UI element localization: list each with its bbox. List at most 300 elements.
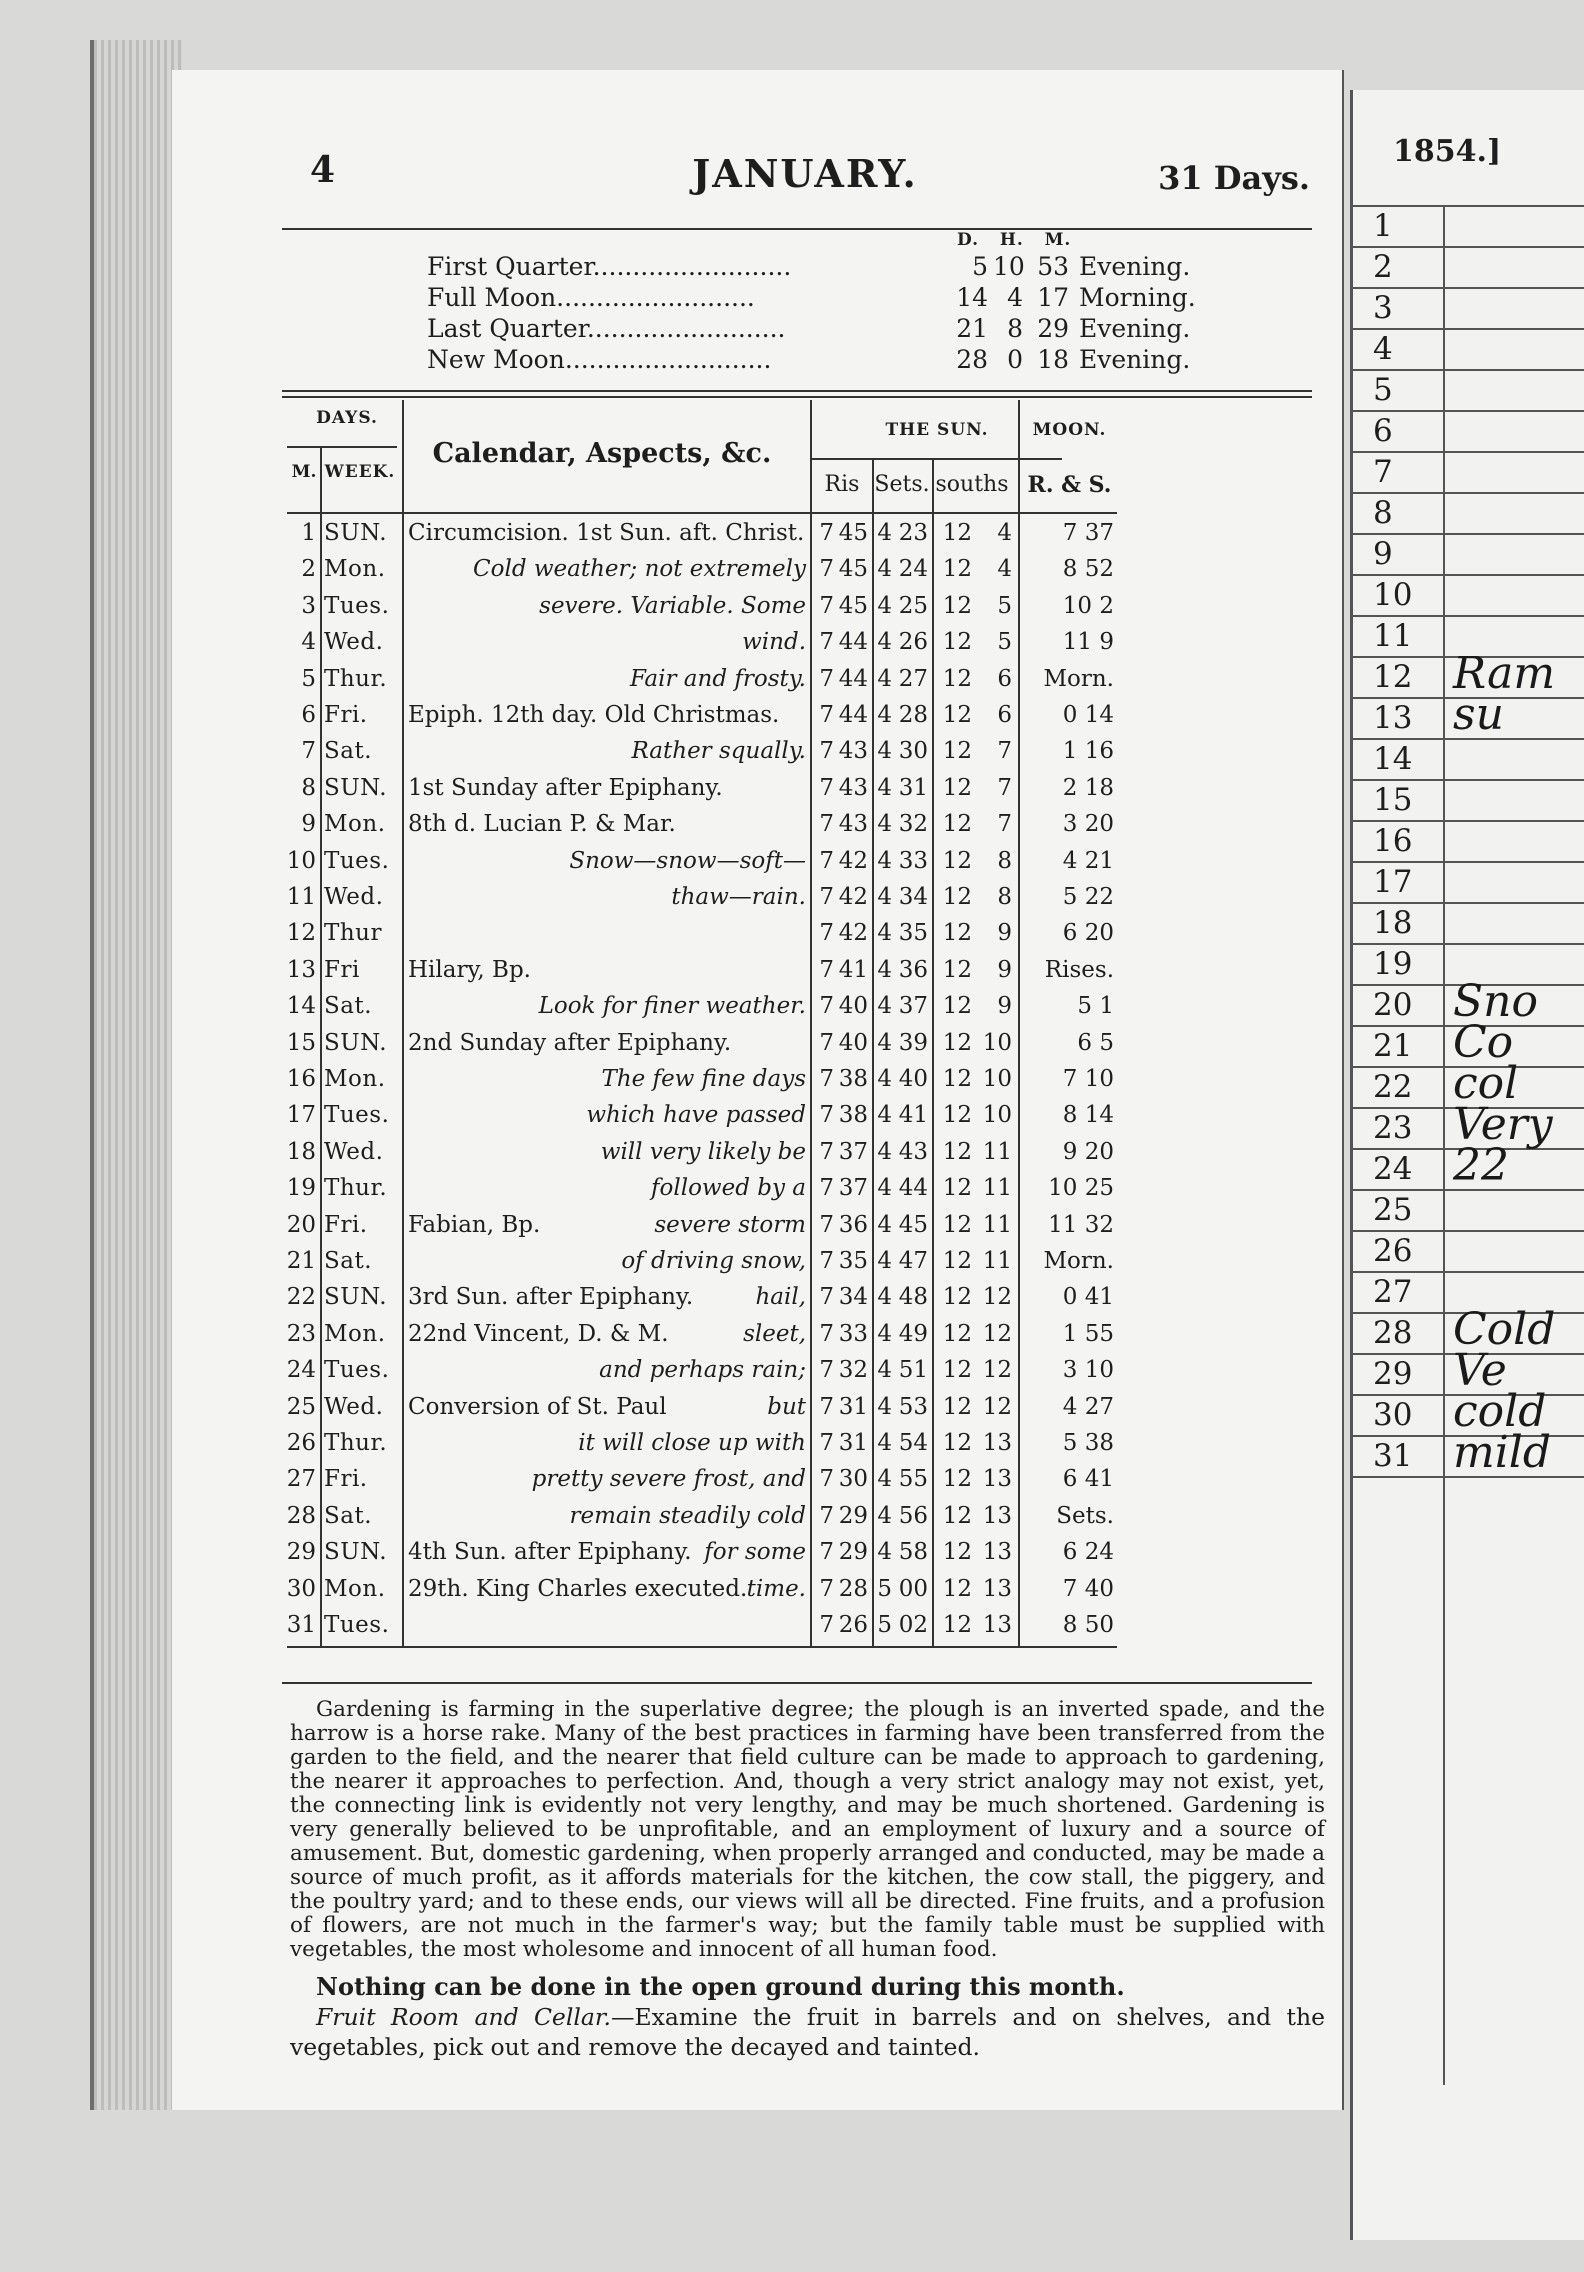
phase-header-d: D.	[957, 230, 980, 250]
moon-rise-set: 5 1	[1077, 993, 1114, 1020]
sunset-minute: 31	[898, 774, 928, 801]
moon-rise-set: 3 20	[1062, 811, 1114, 838]
moon-rise-set: 6 24	[1062, 1539, 1114, 1566]
moon-rise-set: 1 55	[1062, 1320, 1114, 1347]
facing-row-rule	[1353, 1230, 1584, 1232]
souths-hour: 12	[942, 1248, 972, 1274]
sunrise-minute: 43	[838, 738, 868, 765]
days-header-rule	[287, 446, 397, 448]
phase-minute: 29	[1037, 314, 1069, 343]
weather-note: thaw—rain.	[671, 884, 806, 910]
moon-rise-set: 6 20	[1062, 920, 1114, 947]
phase-day: 5	[972, 252, 988, 281]
weather-note	[408, 700, 806, 730]
sunset-minute: 47	[898, 1248, 928, 1274]
calendar-header: Calendar, Aspects, &c.	[432, 438, 772, 469]
sunrise-hour: 7	[819, 1612, 834, 1638]
souths-hour: 12	[942, 1320, 972, 1347]
souths-minute: 9	[997, 920, 1012, 947]
col-divider-moon	[1018, 400, 1020, 1646]
day-number: 14	[286, 993, 316, 1020]
facing-day-number: 29	[1373, 1356, 1413, 1392]
day-number: 18	[286, 1138, 316, 1165]
calendar-entry: 4th Sun. after Epiphany.	[408, 1539, 692, 1566]
facing-row-rule	[1353, 369, 1584, 371]
weekday: SUN.	[324, 1029, 388, 1056]
handwritten-note: Ram	[1453, 648, 1556, 699]
souths-minute: 13	[982, 1430, 1012, 1456]
facing-day-number: 31	[1373, 1438, 1413, 1474]
facing-column-rule	[1443, 205, 1445, 2085]
phase-row	[427, 314, 1257, 346]
text-rule	[282, 1682, 1312, 1684]
day-number: 29	[286, 1539, 316, 1566]
phase-day: 14	[956, 283, 988, 312]
day-number: 3	[301, 592, 316, 619]
facing-day-number: 24	[1373, 1151, 1413, 1187]
calendar-entry: 3rd Sun. after Epiphany.	[408, 1284, 694, 1311]
souths-minute: 12	[982, 1357, 1012, 1384]
moon-rise-set: 4 21	[1062, 847, 1114, 874]
col-divider-week	[320, 446, 322, 1646]
sunset-minute: 34	[898, 884, 928, 910]
weekday: Sat.	[324, 1248, 373, 1274]
facing-day-number: 1	[1373, 208, 1393, 244]
handwritten-note: cold	[1453, 1386, 1547, 1437]
sunrise-minute: 36	[838, 1211, 868, 1238]
sunrise-hour: 7	[819, 1320, 834, 1347]
sunset-hour: 4	[877, 884, 892, 910]
sunset-hour: 4	[877, 702, 892, 728]
souths-hour: 12	[942, 1211, 972, 1238]
open-ground-note: Nothing can be done in the open ground during this month.	[316, 1972, 1125, 2001]
sunrise-hour: 7	[819, 1066, 834, 1092]
sunrise-hour: 7	[819, 956, 834, 983]
weekday: Thur.	[324, 1430, 388, 1456]
weather-note	[408, 1028, 806, 1058]
souths-hour: 12	[942, 1466, 972, 1493]
sunrise-minute: 42	[838, 884, 868, 910]
souths-minute: 13	[982, 1502, 1012, 1529]
facing-row-rule	[1353, 574, 1584, 576]
day-number: 4	[301, 629, 316, 656]
day-number: 21	[286, 1248, 316, 1274]
weather-note: and perhaps rain;	[599, 1357, 806, 1384]
table-bottom-rule	[287, 1646, 1117, 1648]
facing-day-number: 12	[1373, 659, 1413, 695]
day-number: 23	[286, 1320, 316, 1347]
weekday: Fri.	[324, 1211, 368, 1238]
weather-note	[408, 773, 806, 803]
phase-name: Full Moon.........................	[427, 283, 755, 312]
header-rule	[282, 228, 1312, 230]
souths-hour: 12	[942, 1502, 972, 1529]
facing-row-rule	[1353, 1271, 1584, 1273]
calendar-table	[282, 400, 1322, 1670]
sunrise-hour: 7	[819, 1138, 834, 1165]
day-number: 8	[301, 774, 316, 801]
book-spine-edge	[90, 40, 182, 2110]
souths-minute: 12	[982, 1393, 1012, 1420]
sunset-hour: 4	[877, 993, 892, 1020]
moon-rise-set: 9 20	[1062, 1138, 1114, 1165]
weather-note: wind.	[742, 629, 806, 656]
sunset-hour: 4	[877, 956, 892, 983]
moon-rise-set: 7 40	[1062, 1575, 1114, 1602]
weekday: Wed.	[324, 1393, 384, 1420]
weekday: Tues.	[324, 1612, 390, 1638]
souths-minute: 4	[997, 556, 1012, 583]
weather-note	[408, 918, 806, 948]
weekday: Mon.	[324, 1320, 386, 1347]
calendar-entry: Fabian, Bp.	[408, 1211, 541, 1238]
handwritten-note: Very	[1453, 1099, 1553, 1150]
facing-day-number: 23	[1373, 1110, 1413, 1146]
weekday: SUN.	[324, 774, 388, 801]
days-header: DAYS.	[316, 408, 378, 428]
calendar-entry: Conversion of St. Paul	[408, 1393, 667, 1420]
sunset-minute: 32	[898, 811, 928, 838]
sunset-hour: 4	[877, 774, 892, 801]
facing-day-number: 18	[1373, 905, 1413, 941]
sunrise-hour: 7	[819, 1211, 834, 1238]
sunset-minute: 23	[898, 520, 928, 546]
weekday: Fri.	[324, 1466, 368, 1493]
handwritten-note: su	[1453, 689, 1504, 740]
phase-day: 21	[956, 314, 988, 343]
sunrise-hour: 7	[819, 920, 834, 947]
sunset-minute: 33	[898, 847, 928, 874]
souths-hour: 12	[942, 884, 972, 910]
weather-note: for some	[704, 1539, 806, 1566]
day-number: 17	[286, 1102, 316, 1129]
sunrise-hour: 7	[819, 1248, 834, 1274]
fruit-room-paragraph	[290, 2002, 1325, 2062]
souths-hour: 12	[942, 592, 972, 619]
facing-row-rule	[1353, 943, 1584, 945]
sunset-hour: 4	[877, 520, 892, 546]
weather-note: severe storm	[654, 1211, 806, 1238]
souths-minute: 11	[982, 1211, 1012, 1238]
page-header	[290, 135, 1320, 195]
sunrise-minute: 44	[838, 665, 868, 692]
sunset-minute: 55	[898, 1466, 928, 1493]
day-number: 30	[286, 1575, 316, 1602]
moon-rise-set: 0 41	[1062, 1284, 1114, 1311]
handwritten-note: Ve	[1453, 1345, 1507, 1396]
sunrise-hour: 7	[819, 702, 834, 728]
calendar-entry: Circumcision. 1st Sun. aft. Christ.	[408, 520, 805, 546]
phase-header-m: M.	[1044, 230, 1072, 250]
day-number: 13	[286, 956, 316, 983]
sunset-minute: 44	[898, 1175, 928, 1202]
sunset-minute: 49	[898, 1320, 928, 1347]
facing-row-rule	[1353, 615, 1584, 617]
weekday: Wed.	[324, 629, 384, 656]
weather-note: time.	[746, 1575, 806, 1602]
day-number: 28	[286, 1502, 316, 1529]
month-title: JANUARY.	[692, 151, 918, 196]
facing-day-number: 25	[1373, 1192, 1413, 1228]
weather-note	[408, 1610, 806, 1640]
sunset-minute: 25	[898, 592, 928, 619]
weather-note: Snow—snow—soft—	[569, 847, 806, 874]
day-number: 1	[301, 520, 316, 546]
sunset-hour: 4	[877, 738, 892, 765]
facing-row-rule	[1353, 328, 1584, 330]
moon-rise-set: 8 14	[1062, 1102, 1114, 1129]
sunrise-hour: 7	[819, 629, 834, 656]
sunset-minute: 48	[898, 1284, 928, 1311]
fruit-room-text: —Examine the fruit in barrels and on shelves, and the vegetables, pick out and remove the decayed and tainted.	[290, 2003, 1325, 2061]
weather-note: severe. Variable. Some	[539, 592, 806, 619]
sunrise-hour: 7	[819, 1175, 834, 1202]
handwritten-note: 22	[1453, 1140, 1509, 1191]
sunset-hour: 4	[877, 1029, 892, 1056]
facing-row-rule	[1353, 205, 1584, 207]
souths-hour: 12	[942, 956, 972, 983]
weather-note: The few fine days	[601, 1066, 806, 1092]
sunrise-hour: 7	[819, 1102, 834, 1129]
facing-year: 1854.]	[1393, 134, 1502, 169]
sunset-hour: 4	[877, 1284, 892, 1311]
phase-header-h: H.	[999, 230, 1024, 250]
souths-hour: 12	[942, 1575, 972, 1602]
handwritten-note: col	[1453, 1058, 1519, 1109]
souths-hour: 12	[942, 1430, 972, 1456]
moon-header: MOON.	[1032, 420, 1107, 440]
sunrise-minute: 45	[838, 592, 868, 619]
page-number: 4	[310, 149, 336, 191]
phase-time: Evening.	[1079, 314, 1191, 343]
phases-rule-bottom	[282, 396, 1312, 398]
phase-name: First Quarter.........................	[427, 252, 792, 281]
weather-note: will very likely be	[600, 1138, 806, 1165]
sunset-minute: 51	[898, 1357, 928, 1384]
sunrise-hour: 7	[819, 556, 834, 583]
phase-hour: 8	[1007, 314, 1023, 343]
day-number: 24	[286, 1357, 316, 1384]
facing-row-rule	[1353, 902, 1584, 904]
souths-minute: 12	[982, 1320, 1012, 1347]
moon-rise-set: 0 14	[1062, 702, 1114, 728]
souths-minute: 11	[982, 1138, 1012, 1165]
sunset-hour: 4	[877, 1502, 892, 1529]
sunrise-minute: 38	[838, 1102, 868, 1129]
day-number: 10	[286, 847, 316, 874]
sunrise-minute: 37	[838, 1138, 868, 1165]
souths-hour: 12	[942, 738, 972, 765]
weekday: Wed.	[324, 1138, 384, 1165]
moon-rise-set: 6 5	[1077, 1029, 1114, 1056]
sunrise-minute: 29	[838, 1539, 868, 1566]
souths-minute: 5	[997, 592, 1012, 619]
facing-day-number: 9	[1373, 536, 1393, 572]
souths-minute: 7	[997, 811, 1012, 838]
calendar-entry: 22nd Vincent, D. & M.	[408, 1320, 669, 1347]
sunrise-minute: 40	[838, 993, 868, 1020]
souths-hour: 12	[942, 1357, 972, 1384]
weekday: Mon.	[324, 1575, 386, 1602]
facing-day-number: 16	[1373, 823, 1413, 859]
m-header: M.	[291, 462, 317, 482]
day-number: 25	[286, 1393, 316, 1420]
weather-note: followed by a	[651, 1175, 806, 1202]
souths-minute: 8	[997, 847, 1012, 874]
phase-day: 28	[956, 345, 988, 374]
weekday: Thur.	[324, 1175, 388, 1202]
weather-note: Look for finer weather.	[538, 993, 806, 1020]
phase-minute: 53	[1037, 252, 1069, 281]
souths-hour: 12	[942, 1175, 972, 1202]
sunset-hour: 4	[877, 556, 892, 583]
moon-rise-set: 8 50	[1062, 1612, 1114, 1638]
moon-rise-set: 5 22	[1062, 884, 1114, 910]
col-divider-sun	[810, 400, 812, 1646]
sunset-hour: 4	[877, 1320, 892, 1347]
sunset-hour: 4	[877, 1539, 892, 1566]
calendar-entry: Epiph. 12th day. Old Christmas.	[408, 702, 780, 728]
day-number: 6	[301, 702, 316, 728]
facing-day-number: 14	[1373, 741, 1413, 777]
facing-row-rule	[1353, 779, 1584, 781]
sunrise-hour: 7	[819, 1575, 834, 1602]
sunset-minute: 24	[898, 556, 928, 583]
sunrise-hour: 7	[819, 1357, 834, 1384]
facing-day-number: 11	[1373, 618, 1413, 654]
sunrise-hour: 7	[819, 1539, 834, 1566]
souths-minute: 4	[997, 520, 1012, 546]
day-number: 20	[286, 1211, 316, 1238]
sunset-hour: 4	[877, 1357, 892, 1384]
weekday: SUN.	[324, 1539, 388, 1566]
moon-rise-set: Rises.	[1044, 956, 1114, 983]
moon-rise-set: 3 10	[1062, 1357, 1114, 1384]
col-divider-souths	[932, 458, 934, 1646]
moon-rise-set: 6 41	[1062, 1466, 1114, 1493]
phase-headers	[957, 230, 1071, 250]
souths-hour: 12	[942, 774, 972, 801]
day-number: 7	[301, 738, 316, 765]
facing-row-rule	[1353, 410, 1584, 412]
sunrise-minute: 33	[838, 1320, 868, 1347]
phase-time: Evening.	[1079, 345, 1191, 374]
sunrise-minute: 43	[838, 774, 868, 801]
souths-hour: 12	[942, 811, 972, 838]
sunset-minute: 02	[898, 1612, 928, 1638]
phase-name: New Moon..........................	[427, 345, 772, 374]
sunrise-minute: 42	[838, 920, 868, 947]
weekday: Wed.	[324, 884, 384, 910]
weekday: Tues.	[324, 592, 390, 619]
souths-minute: 9	[997, 993, 1012, 1020]
sunset-minute: 58	[898, 1539, 928, 1566]
souths-hour: 12	[942, 847, 972, 874]
calendar-entry: 8th d. Lucian P. & Mar.	[408, 811, 676, 838]
weekday: Fri	[324, 956, 360, 983]
handwritten-note: mild	[1453, 1427, 1552, 1478]
weather-note: it will close up with	[578, 1430, 806, 1456]
souths-minute: 10	[982, 1102, 1012, 1129]
phase-minute: 18	[1037, 345, 1069, 374]
souths-hour: 12	[942, 920, 972, 947]
souths-hour: 12	[942, 1029, 972, 1056]
gardening-paragraph: Gardening is farming in the superlative degree; the plough is an inverted spade, and the harrow is a horse rake. Many of the best practices in farming have been transferred from the garden to the field, and the nearer that field culture can be made to approach to gardening, the nearer it approaches to perfection. And, though a very strict analogy may not exist, yet, the connecting link is evidently not very lengthy, and may be much shortened. Gardening is very generally believed to be unprofitable, and an employment of luxury and a source of amusement. But, domestic gardening, when properly arranged and conducted, may be made a source of much profit, as it affords materials for the kitchen, the cow stall, the piggery, and the poultry yard; and to these ends, our views will all be directed. Fine fruits, and a profusion of flowers, are not much in the farmer's way; but the family table must be supplied with vegetables, the most wholesome and innocent of all human food.	[290, 1697, 1325, 1962]
facing-day-number: 21	[1373, 1028, 1413, 1064]
sun-header-rule	[812, 458, 1062, 460]
handwritten-note: Cold	[1453, 1304, 1556, 1355]
weather-note: Rather squally.	[631, 738, 806, 765]
day-number: 9	[301, 811, 316, 838]
sunset-minute: 26	[898, 629, 928, 656]
sunrise-minute: 43	[838, 811, 868, 838]
phase-row	[427, 252, 1257, 284]
day-number: 31	[286, 1612, 316, 1638]
day-number: 11	[286, 884, 316, 910]
sunrise-minute: 41	[838, 956, 868, 983]
day-number: 15	[286, 1029, 316, 1056]
sunset-hour: 5	[877, 1612, 892, 1638]
day-number: 26	[286, 1430, 316, 1456]
facing-day-number: 19	[1373, 946, 1413, 982]
souths-minute: 12	[982, 1284, 1012, 1311]
sun-header: THE SUN.	[885, 420, 989, 440]
sunset-minute: 54	[898, 1430, 928, 1456]
handwritten-note: Sno	[1453, 976, 1538, 1027]
weather-note: remain steadily cold	[569, 1502, 806, 1529]
souths-minute: 10	[982, 1029, 1012, 1056]
sunrise-minute: 31	[838, 1430, 868, 1456]
facing-day-number: 13	[1373, 700, 1413, 736]
sunset-hour: 4	[877, 811, 892, 838]
souths-minute: 9	[997, 956, 1012, 983]
sunset-hour: 4	[877, 1466, 892, 1493]
day-number: 16	[286, 1066, 316, 1092]
facing-day-number: 5	[1373, 372, 1393, 408]
sunrise-minute: 34	[838, 1284, 868, 1311]
day-number: 5	[301, 665, 316, 692]
weather-note: Cold weather; not extremely	[473, 556, 806, 583]
almanac-page	[172, 70, 1344, 2110]
sunset-minute: 40	[898, 1066, 928, 1092]
phase-row	[427, 345, 1257, 377]
weekday: Sat.	[324, 993, 373, 1020]
souths-minute: 13	[982, 1466, 1012, 1493]
sunrise-hour: 7	[819, 1466, 834, 1493]
sun-sets-header: Sets.	[874, 472, 930, 497]
day-number: 2	[301, 556, 316, 583]
weather-note	[408, 809, 806, 839]
sunrise-minute: 35	[838, 1248, 868, 1274]
facing-day-number: 7	[1373, 454, 1393, 490]
facing-day-number: 26	[1373, 1233, 1413, 1269]
sunrise-minute: 29	[838, 1502, 868, 1529]
sunset-hour: 4	[877, 592, 892, 619]
day-number: 22	[286, 1284, 316, 1311]
weekday: Tues.	[324, 847, 390, 874]
facing-row-rule	[1353, 533, 1584, 535]
sunset-hour: 4	[877, 1102, 892, 1129]
sunrise-minute: 40	[838, 1029, 868, 1056]
sunrise-minute: 38	[838, 1066, 868, 1092]
sunrise-hour: 7	[819, 1393, 834, 1420]
souths-minute: 13	[982, 1539, 1012, 1566]
sunset-minute: 53	[898, 1393, 928, 1420]
sunrise-hour: 7	[819, 1430, 834, 1456]
facing-day-number: 10	[1373, 577, 1413, 613]
weekday: Sat.	[324, 738, 373, 765]
sunset-minute: 27	[898, 665, 928, 692]
